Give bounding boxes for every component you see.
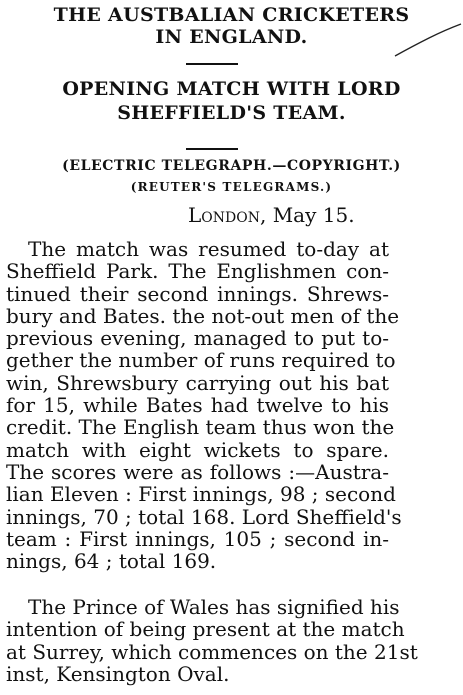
- dateline: [188, 203, 355, 227]
- paragraph-line: intention of being present at the match: [6, 617, 405, 642]
- article-paragraph-2: [6, 595, 418, 686]
- paragraph-line: nings, 64 ; total 169.: [6, 549, 217, 574]
- paragraph-line: lian Eleven : First innings, 98 ; second: [6, 482, 396, 507]
- headline-line-2: IN ENGLAND.: [155, 26, 308, 48]
- paragraph-line: at Surrey, which commences on the 21st: [6, 639, 418, 664]
- paragraph-line: previous evening, managed to put to-: [6, 326, 389, 351]
- paragraph-line: inst, Kensington Oval.: [6, 661, 230, 686]
- paragraph-line: team : First innings, 105 ; second in-: [6, 526, 389, 551]
- subheadline-line-2: SHEFFIELD'S TEAM.: [117, 102, 346, 124]
- paragraph-line: innings, 70 ; total 168. Lord Sheffield's: [6, 504, 402, 529]
- paragraph-line: The match was resumed to-day at: [28, 237, 389, 261]
- paragraph-line: tinued their second innings. Shrews-: [6, 281, 389, 306]
- subheadline-line-1: OPENING MATCH WITH LORD: [62, 78, 401, 100]
- paragraph-line: bury and Bates. the not-out men of the: [6, 303, 400, 328]
- article-paragraph-1: [6, 237, 402, 574]
- section-rule: [186, 148, 238, 150]
- source-credit-line-1: (ELECTRIC TELEGRAPH.—COPYRIGHT.): [62, 158, 401, 174]
- paragraph-line: gether the number of runs required to: [6, 348, 396, 373]
- paragraph-line: win, Shrewsbury carrying out his bat: [6, 370, 389, 395]
- section-rule: [186, 63, 238, 65]
- dateline-date: May 15.: [272, 203, 355, 227]
- paragraph-line: match with eight wickets to spare.: [6, 437, 389, 462]
- source-credit-line-2: (REUTER'S TELEGRAMS.): [130, 180, 333, 194]
- paragraph-line: The Prince of Wales has signified his: [28, 595, 400, 619]
- paragraph-line: credit. The English team thus won the: [6, 415, 395, 440]
- headline-line-1: THE AUSTBALIAN CRICKETERS: [53, 4, 410, 26]
- dateline-place: London,: [188, 203, 267, 227]
- paragraph-line: for 15, while Bates had twelve to his: [6, 393, 389, 418]
- paragraph-line: The scores were as follows :—Austra-: [6, 459, 389, 484]
- paragraph-line: Sheffield Park. The Englishmen con-: [6, 259, 389, 284]
